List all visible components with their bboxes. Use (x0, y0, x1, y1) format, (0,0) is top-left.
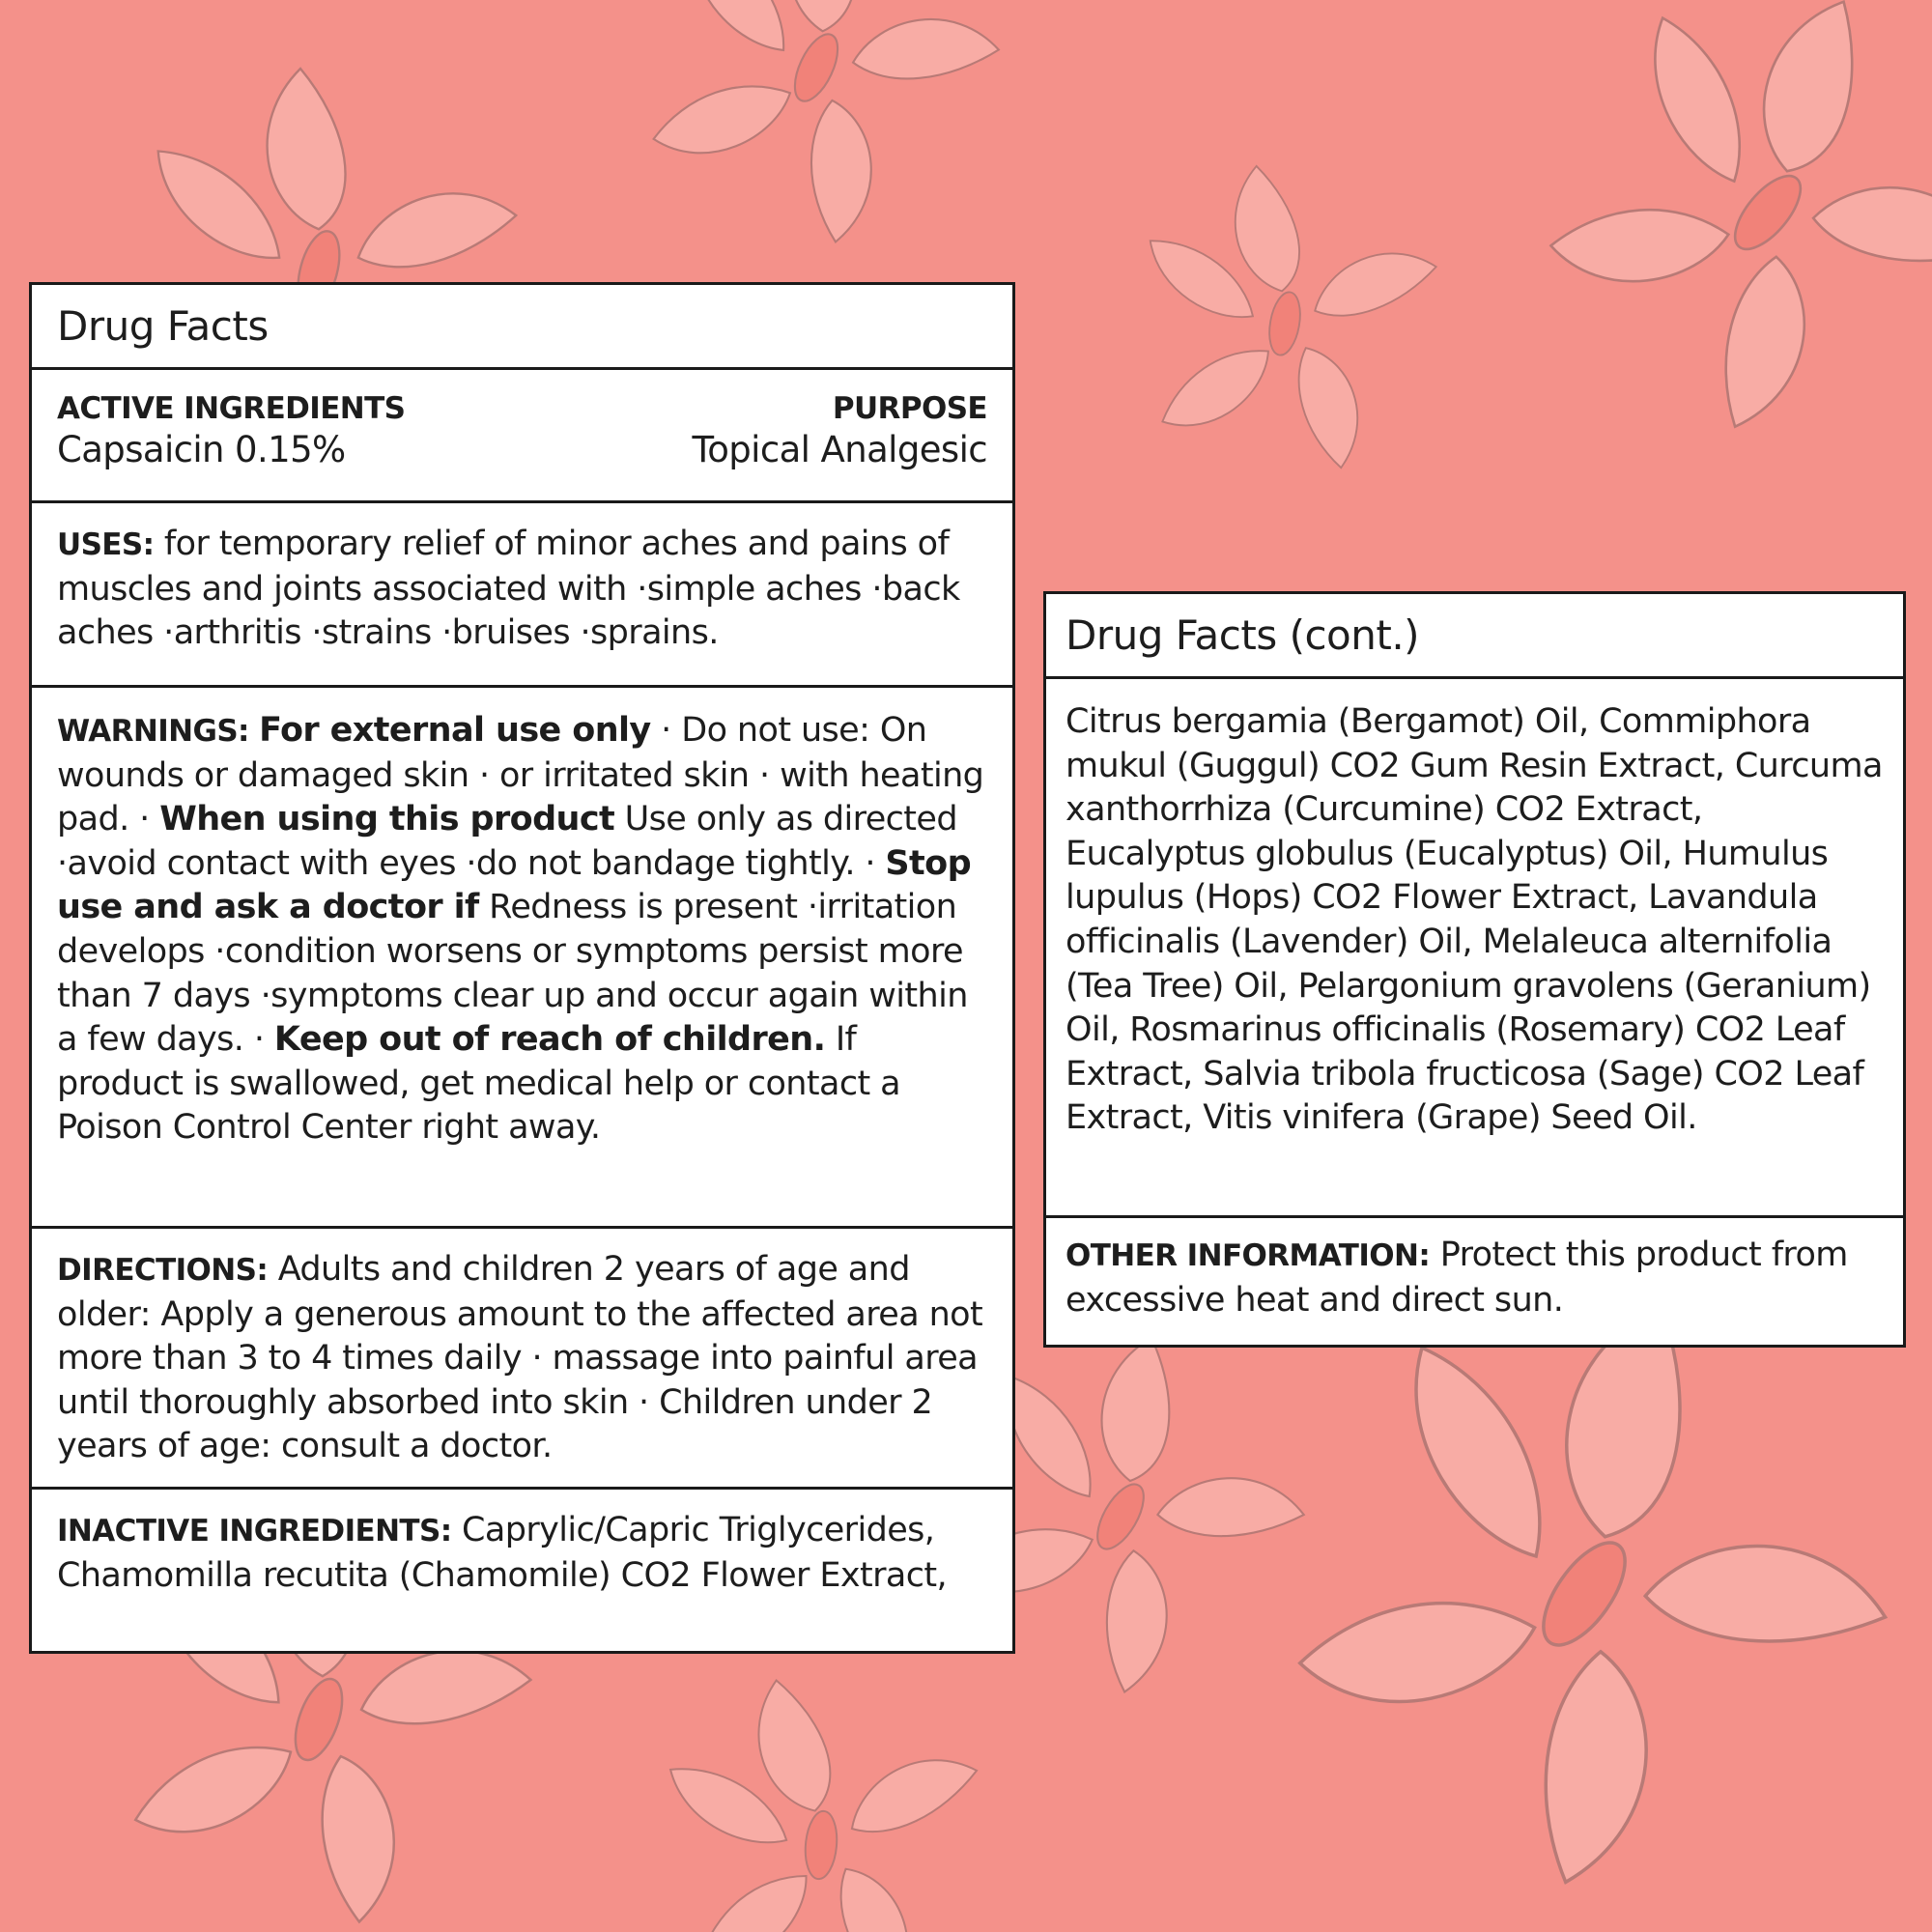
warning-when-using: When using this product (159, 800, 615, 839)
other-information-text: Protect this product from excessive heat and direct sun. (1065, 1236, 1848, 1320)
flower-icon (1515, 0, 1932, 493)
inactive-ingredients-section (32, 1490, 1012, 1598)
other-information-label: OTHER INFORMATION: (1065, 1238, 1431, 1273)
warning-stop-use: Stop use and ask a doctor if (57, 843, 972, 927)
warning-keep-out: Keep out of reach of children. (273, 1020, 826, 1060)
flower-icon (655, 1649, 1012, 1932)
purpose-label: PURPOSE (832, 391, 987, 426)
active-ingredients-label: ACTIVE INGREDIENTS (57, 391, 406, 426)
flower-icon (1141, 152, 1453, 483)
drug-facts-cont-panel (1043, 591, 1906, 1348)
directions-text: Adults and children 2 years of age and older: Apply a generous amount to the affected area not more than 3 to 4 times daily · massage into painful area until thoroughly absorbed into skin · Children under 2 years of age: consult a doctor. (57, 1250, 983, 1466)
warning-text: If product is swallowed, get medical help or contact a Poison Control Center right away. (57, 1020, 900, 1148)
uses-text: for temporary relief of minor aches and pains of muscles and joints associated with ·simple aches ·back aches ·arthritis ·strains ·bruises ·sprains. (57, 525, 960, 653)
warning-text: Use only as directed ·avoid contact with eyes ·do not bandage tightly. · (57, 800, 957, 883)
uses-section (32, 503, 1012, 688)
drug-facts-panel (29, 282, 1015, 1654)
other-information-section (1046, 1218, 1903, 1322)
directions-section (32, 1229, 1012, 1490)
ingredients-list: Citrus bergamia (Bergamot) Oil, Commiphora mukul (Guggul) CO2 Gum Resin Extract, Curcuma xanthorrhiza (Curcumine) CO2 Extract, Eucalyptus globulus (Eucalyptus) Oil, Humulus lupulus (Hops) CO2 Flower Extract, Lavandula officinalis (Lavender) Oil, Melaleuca alternifolia (Tea Tree) Oil, Pelargonium gravolens (Geranium) Oil, Rosmarinus officinalis (Rosemary) CO2 Leaf Extract, Salvia tribola fructicosa (Sage) CO2 Leaf Extract, Vitis vinifera (Grape) Seed Oil. (1046, 679, 1903, 1218)
panel-title: Drug Facts (cont.) (1046, 594, 1903, 679)
directions-label: DIRECTIONS: (57, 1253, 269, 1288)
flower-icon (641, 0, 1021, 264)
uses-label: USES: (57, 527, 155, 562)
warning-text: · Do not use: On wounds or damaged skin · or irritated skin · with heating pad. · (57, 711, 984, 839)
inactive-ingredients-text: Caprylic/Capric Triglycerides, Chamomilla recutita (Chamomile) CO2 Flower Extract, (57, 1511, 948, 1595)
warning-text: Redness is present ·irritation develops ·condition worsens or symptoms persist more than 7 days ·symptoms clear up and occur again within a few days. · (57, 888, 968, 1060)
panel-title: Drug Facts (32, 285, 1012, 370)
warnings-label: WARNINGS: (57, 714, 260, 749)
active-ingredients-section (32, 370, 1012, 503)
inactive-ingredients-label: INACTIVE INGREDIENTS: (57, 1514, 452, 1548)
active-ingredient: Capsaicin 0.15% (57, 429, 346, 470)
warnings-section (32, 688, 1012, 1229)
warning-external-use: For external use only (259, 711, 651, 750)
purpose-value: Topical Analgesic (692, 429, 987, 470)
